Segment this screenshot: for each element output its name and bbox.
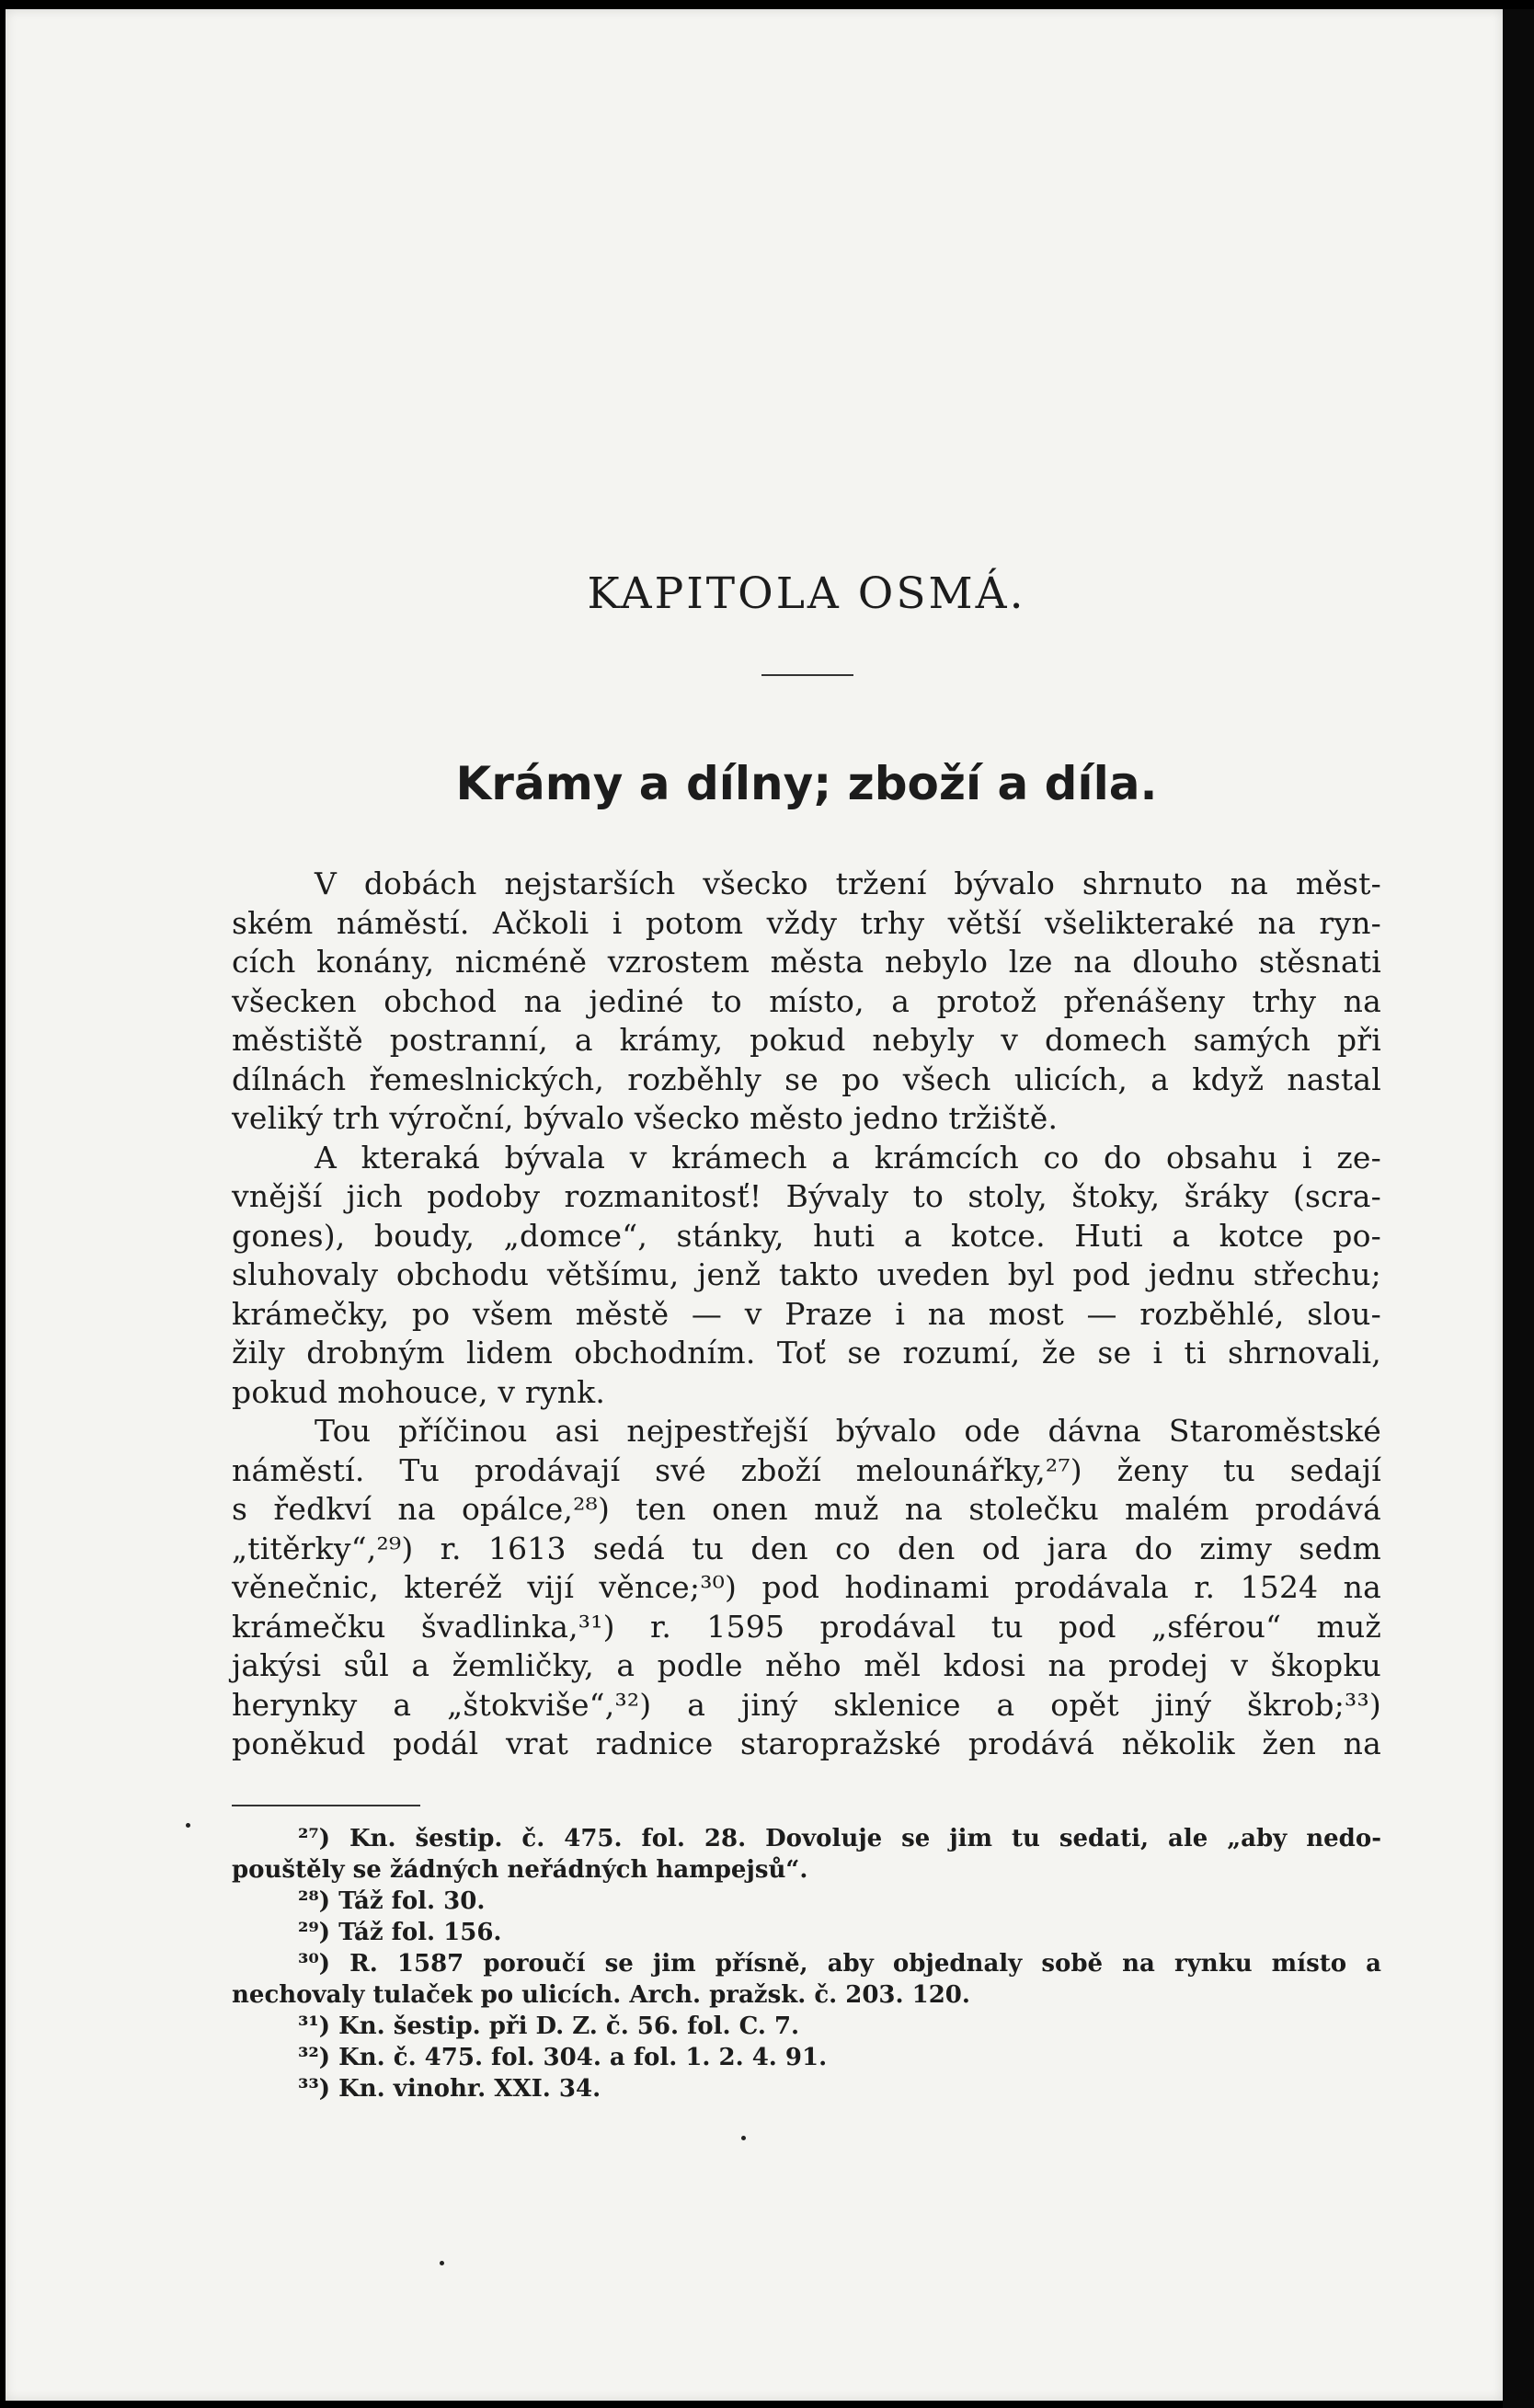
footnote-line: ³²) Kn. č. 475. fol. 304. a fol. 1. 2. 4. 91.: [298, 2044, 828, 2071]
body-line: ském náměstí. Ačkoli i potom vždy trhy větší všelikteraké na ryn-: [232, 904, 1381, 941]
footnote-line: ³¹) Kn. šestip. při D. Z. č. 56. fol. C. 7.: [298, 2012, 800, 2040]
body-line: V dobách nejstarších všecko tržení bývalo shrnuto na měst-: [315, 866, 1381, 901]
body-line: jakýsi sůl a žemličky, a podle něho měl kdosi na prodej v škopku: [232, 1647, 1381, 1683]
paper-speck: [440, 2261, 444, 2265]
paper-speck: [741, 2136, 746, 2140]
body-line: krámečku švadlinka,³¹) r. 1595 prodával tu pod „sférou“ muž: [232, 1608, 1381, 1645]
body-line: veliký trh výroční, bývalo všecko město jedno tržiště.: [232, 1100, 1059, 1136]
body-line: dílnách řemeslnických, rozběhly se po všech ulicích, a když nastal: [232, 1061, 1381, 1097]
paper-speck: [186, 1823, 190, 1828]
footnotes: [232, 1823, 1381, 2104]
body-line: městiště postranní, a krámy, pokud nebyly v domech samých při: [232, 1022, 1381, 1058]
body-line: věnečnic, kteréž vijí věnce;³⁰) pod hodinami prodávala r. 1524 na: [232, 1569, 1381, 1605]
body-line: pokud mohouce, v rynk.: [232, 1373, 606, 1410]
body-line: herynky a „štokviše“,³²) a jiný sklenice a opět jiný škrob;³³): [232, 1686, 1381, 1723]
body-line: s ředkví na opálce,²⁸) ten onen muž na stolečku malém prodává: [232, 1491, 1381, 1527]
body-text: [232, 865, 1381, 1764]
body-line: náměstí. Tu prodávají své zboží melounářky,²⁷) ženy tu sedají: [232, 1451, 1381, 1488]
body-line: Tou příčinou asi nejpestřejší bývalo ode dávna Staroměstské: [315, 1413, 1381, 1449]
title-rule: [761, 674, 853, 676]
body-line: sluhovaly obchodu většímu, jenž takto uveden byl pod jednu střechu;: [232, 1256, 1381, 1292]
body-line: gones), boudy, „domce“, stánky, huti a kotce. Huti a kotce po-: [232, 1217, 1381, 1254]
body-line: cích konány, nicméně vzrostem města nebylo lze na dlouho stěsnati: [232, 944, 1381, 980]
footnote-line: ²⁷) Kn. šestip. č. 475. fol. 28. Dovoluje se jim tu sedati, ale „aby nedo-: [298, 1825, 1381, 1852]
body-line: všecken obchod na jediné to místo, a protož přenášeny trhy na: [232, 982, 1381, 1019]
footnote-rule: [232, 1805, 420, 1806]
footnote-line: ²⁹) Táž fol. 156.: [298, 1919, 502, 1946]
body-line: krámečky, po všem městě — v Praze i na most — rozběhlé, slou-: [232, 1295, 1381, 1332]
footnote-line: nechovaly tulaček po ulicích. Arch. pražsk. č. 203. 120.: [232, 1981, 970, 2009]
body-line: žily drobným lidem obchodním. Toť se rozumí, že se i ti shrnovali,: [232, 1335, 1381, 1370]
footnote-line: ³⁰) R. 1587 poroučí se jim přísně, aby objednaly sobě na rynku místo a: [298, 1950, 1381, 1978]
body-line: vnější jich podoby rozmanitosť! Bývaly to stoly, štoky, šráky (scra-: [232, 1178, 1381, 1214]
scan-border: [1503, 9, 1534, 2408]
footnote-line: ²⁸) Táž fol. 30.: [298, 1887, 486, 1915]
book-page: [6, 9, 1503, 2401]
body-line: poněkud podál vrat radnice staropražské prodává několik žen na: [232, 1726, 1381, 1761]
section-heading: Krámy a dílny; zboží a díla.: [455, 757, 1158, 810]
footnote-line: pouštěly se žádných neřádných hampejsů“.: [232, 1856, 808, 1884]
footnote-line: ³³) Kn. vinohr. XXI. 34.: [298, 2075, 601, 2103]
body-line: „titěrky“,²⁹) r. 1613 sedá tu den co den od jara do zimy sedm: [232, 1530, 1381, 1566]
chapter-title: KAPITOLA OSMÁ.: [587, 568, 1026, 619]
body-line: A kteraká bývala v krámech a krámcích co do obsahu i ze-: [315, 1139, 1381, 1175]
